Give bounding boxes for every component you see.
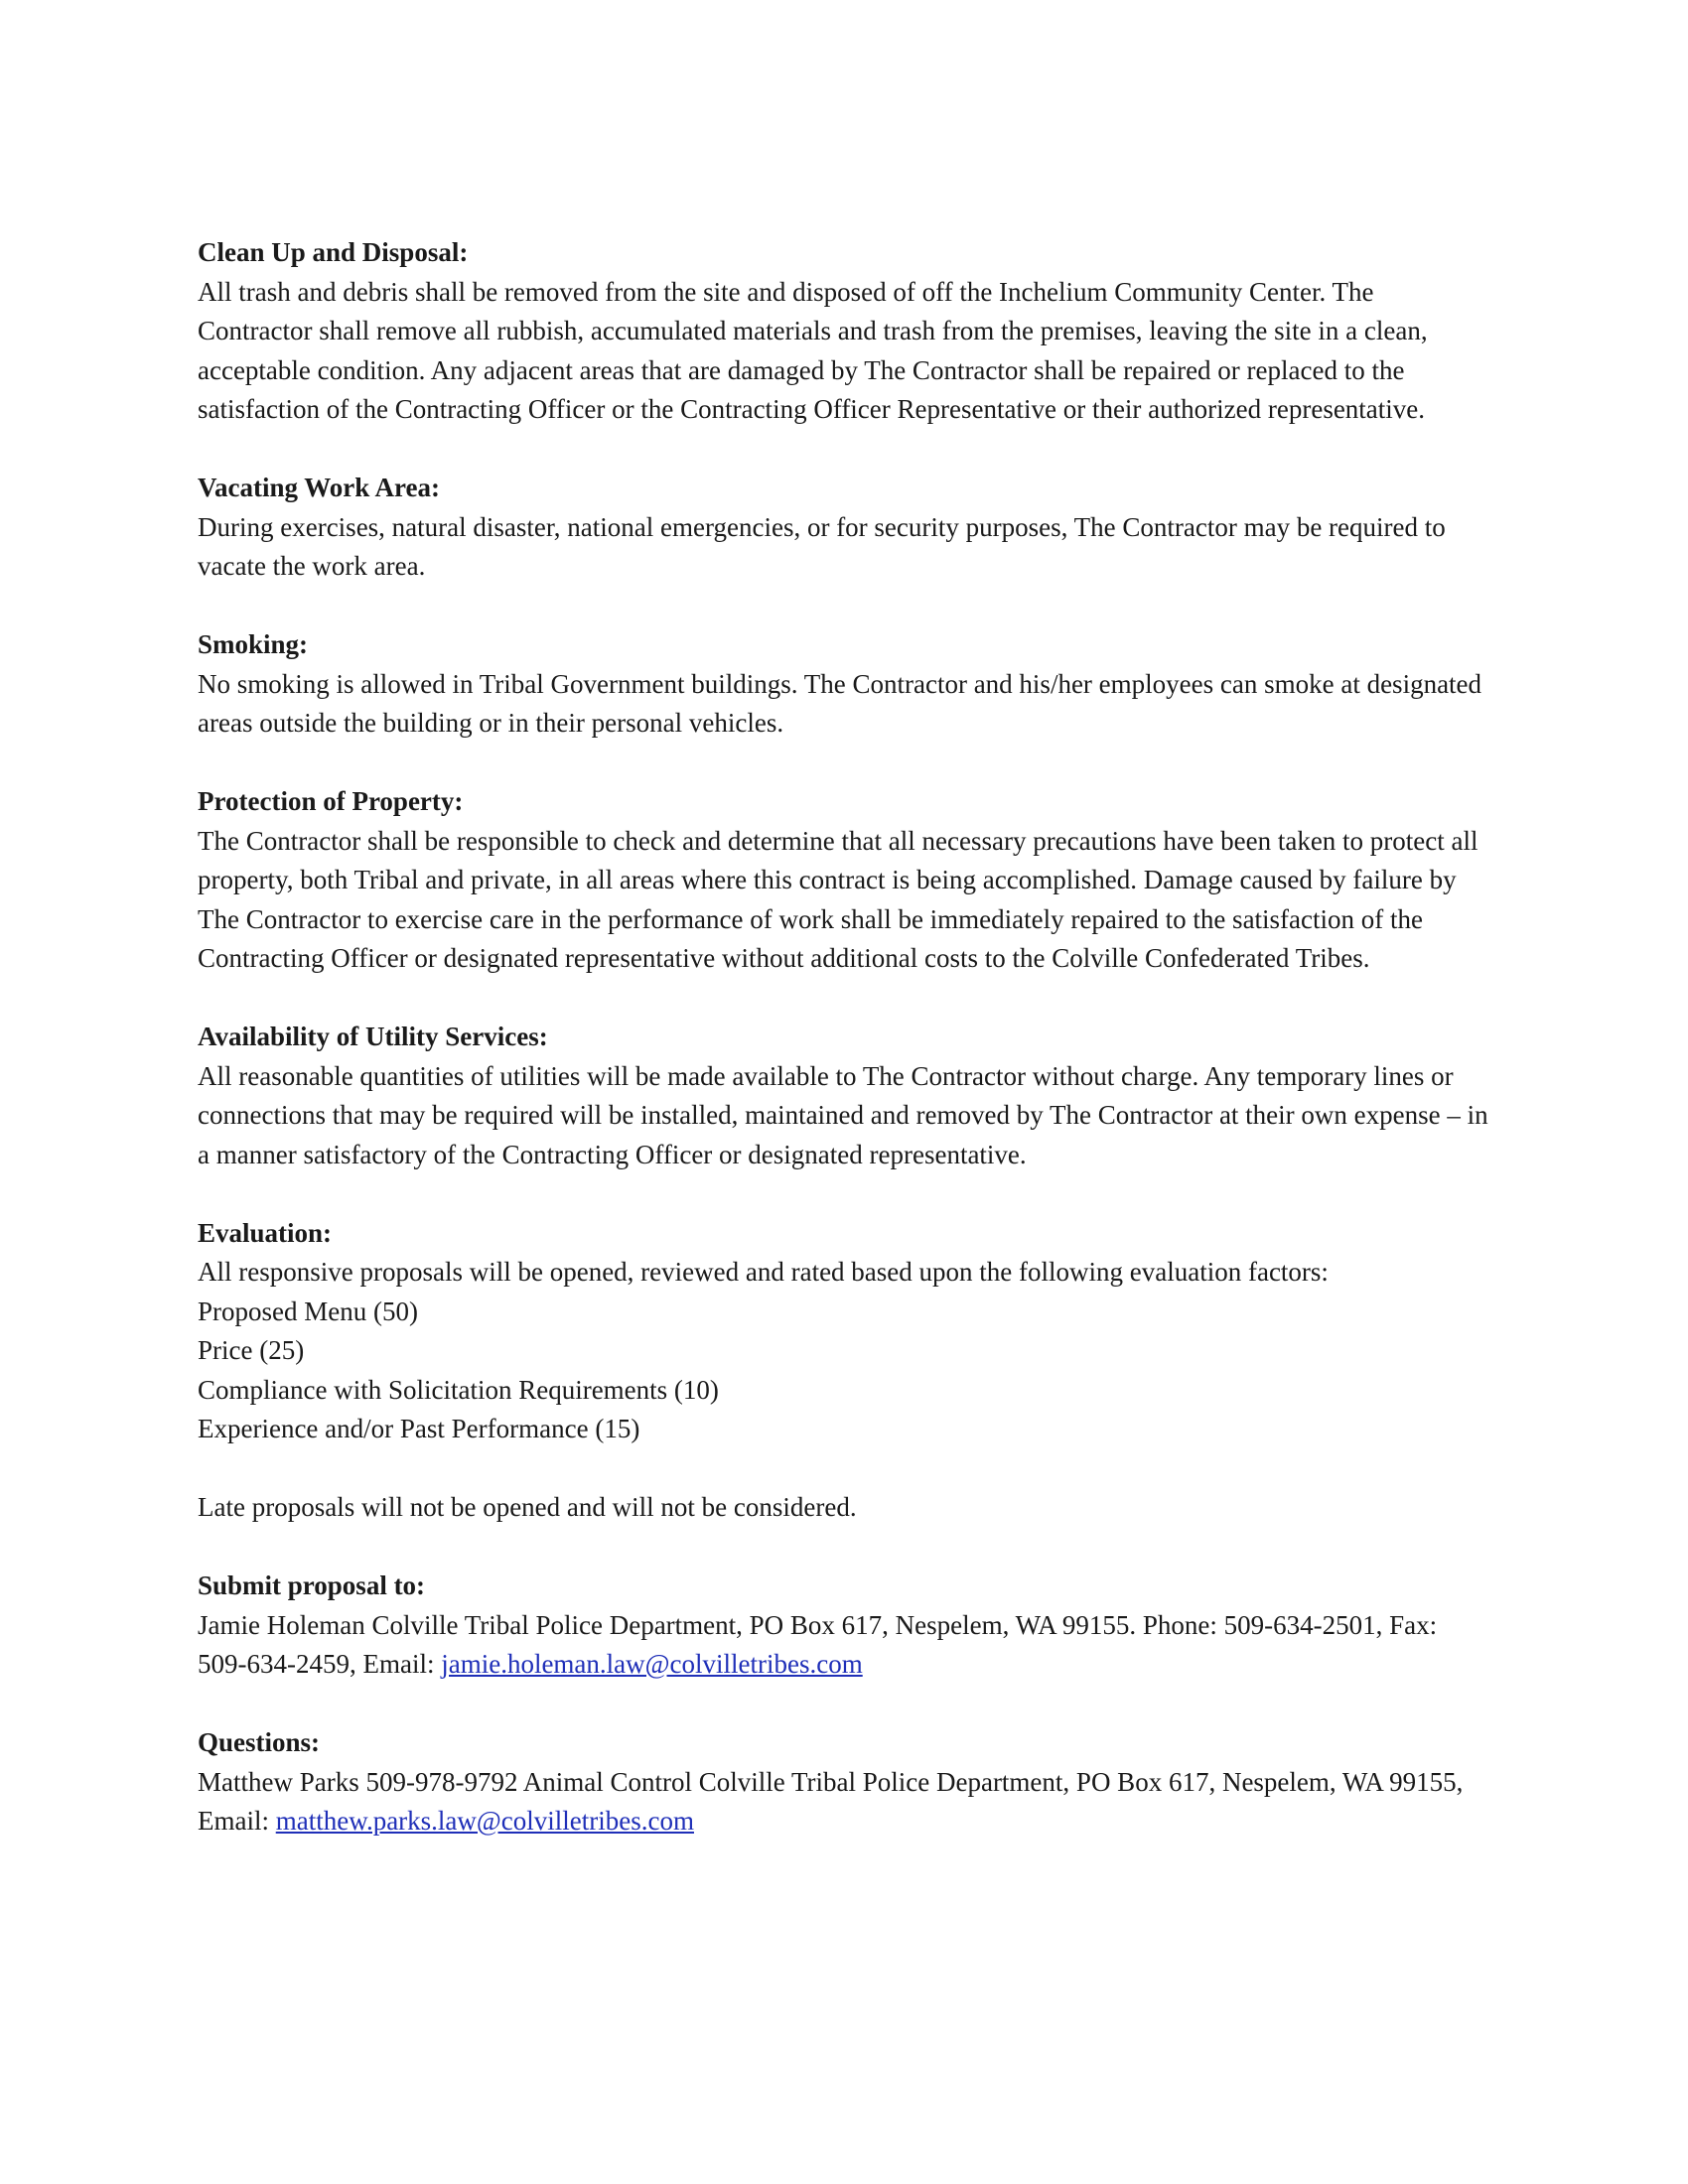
questions-heading: Questions: — [198, 1727, 321, 1757]
evaluation-factor: Compliance with Solicitation Requirements (10) — [198, 1374, 719, 1405]
protection-body: The Contractor shall be responsible to check and determine that all necessary precautions have been taken to protect all property, both Tribal and private, in all areas where this contract is being accomplished. Damage caused by failure by The Contractor to exercise care in the performance of work shall be immediately repaired to the satisfaction of the Contracting Officer or designated representative without additional costs to the Colville Confederated Tribes. — [198, 825, 1478, 973]
questions-section — [198, 1723, 1488, 1842]
cleanup-heading: Clean Up and Disposal: — [198, 237, 469, 267]
questions-contact-text: Matthew Parks 509-978-9792 Animal Control Colville Tribal Police Department, PO Box 617, Nespelem, WA 99155, Email: — [198, 1766, 1464, 1836]
utilities-heading: Availability of Utility Services: — [198, 1022, 548, 1051]
submit-email-link[interactable]: jamie.holeman.law@colvilletribes.com — [441, 1649, 863, 1679]
late-proposals-section — [198, 1488, 1488, 1528]
evaluation-intro: All responsive proposals will be opened, reviewed and rated based upon the following evaluation factors: — [198, 1257, 1329, 1287]
utilities-section — [198, 1018, 1488, 1174]
evaluation-factor: Proposed Menu (50) — [198, 1296, 418, 1326]
protection-section — [198, 782, 1488, 979]
document-page — [198, 233, 1488, 1880]
smoking-heading: Smoking: — [198, 629, 309, 659]
evaluation-factor: Price (25) — [198, 1335, 305, 1365]
smoking-section — [198, 625, 1488, 744]
cleanup-section — [198, 233, 1488, 430]
late-proposals-note: Late proposals will not be opened and will not be considered. — [198, 1492, 857, 1522]
vacating-body: During exercises, natural disaster, national emergencies, or for security purposes, The Contractor may be required to vacate the work area. — [198, 511, 1446, 581]
submit-heading: Submit proposal to: — [198, 1570, 426, 1600]
submit-body — [198, 1606, 1488, 1685]
questions-email-link[interactable]: matthew.parks.law@colvilletribes.com — [275, 1806, 694, 1836]
submit-contact-text: Jamie Holeman Colville Tribal Police Department, PO Box 617, Nespelem, WA 99155. Phone: 509-634-2501, Fax: 509-634-2459, Email: — [198, 1609, 1438, 1679]
protection-heading: Protection of Property: — [198, 786, 464, 816]
evaluation-factor: Experience and/or Past Performance (15) — [198, 1414, 640, 1443]
cleanup-body: All trash and debris shall be removed from the site and disposed of off the Inchelium Community Center. The Contractor shall remove all rubbish, accumulated materials and trash from the premises, leaving the site in a clean, acceptable condition. Any adjacent areas that are damaged by The Contractor shall be repaired or replaced to the satisfaction of the Contracting Officer or the Contracting Officer Representative or their authorized representative. — [198, 276, 1428, 424]
submit-section — [198, 1567, 1488, 1685]
evaluation-heading: Evaluation: — [198, 1217, 333, 1248]
vacating-heading: Vacating Work Area: — [198, 473, 441, 502]
utilities-body: All reasonable quantities of utilities will be made available to The Contractor without charge. Any temporary lines or connections that may be required will be installed, maintained and removed by The Contractor at their own expense – in a manner satisfactory of the Contracting Officer or designated representative. — [198, 1060, 1488, 1169]
evaluation-section — [198, 1214, 1488, 1449]
questions-body — [198, 1763, 1488, 1842]
smoking-body: No smoking is allowed in Tribal Government buildings. The Contractor and his/her employees can smoke at designated areas outside the building or in their personal vehicles. — [198, 668, 1482, 738]
vacating-section — [198, 469, 1488, 587]
